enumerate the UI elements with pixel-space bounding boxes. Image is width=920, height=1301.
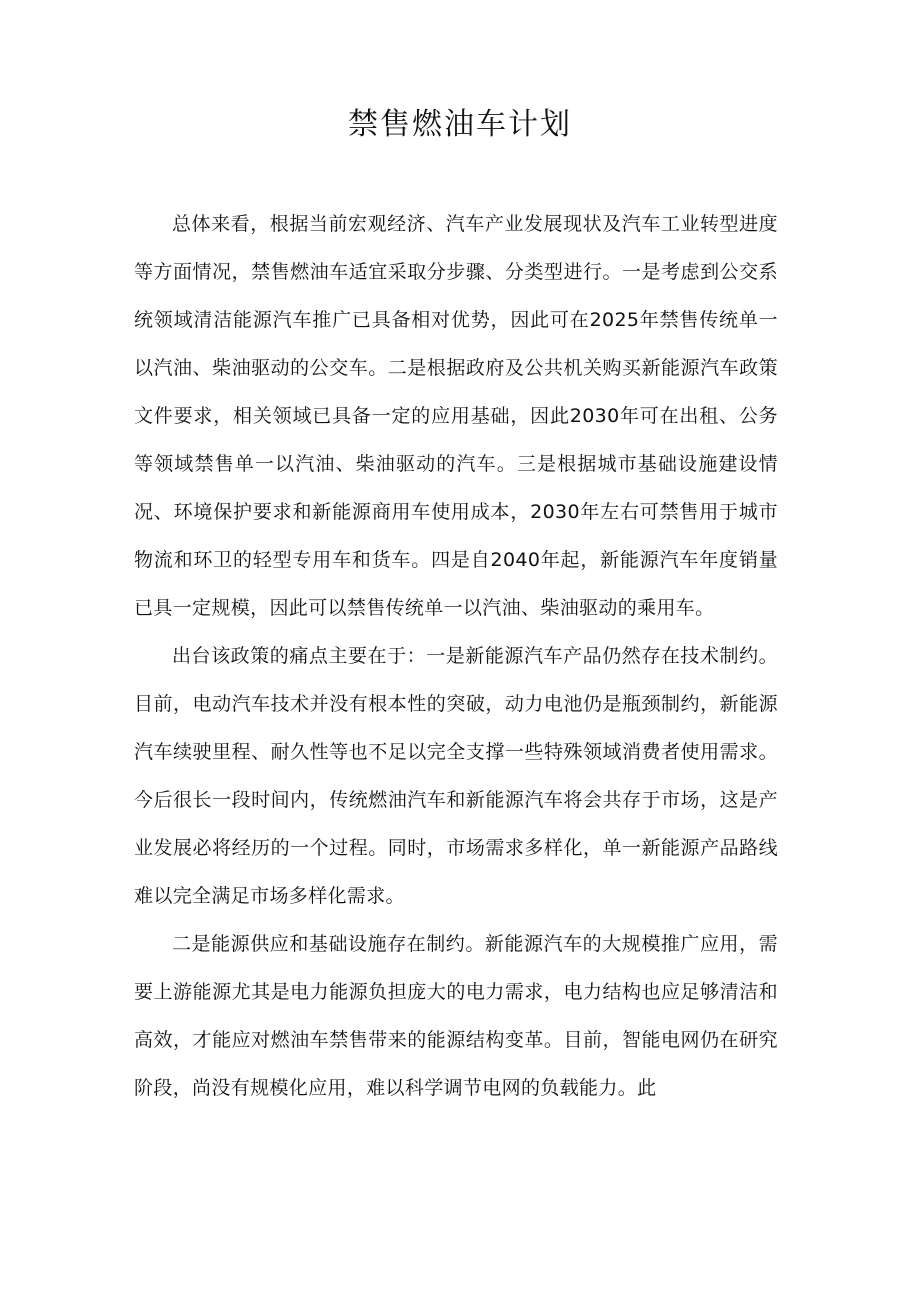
paragraph-3: 二是能源供应和基础设施存在制约。新能源汽车的大规模推广应用，需要上游能源尤其是电力能源负担庞大的电力需求，电力结构也应足够清洁和高效，才能应对燃油车禁售带来的能源结构变革。目前，智能电网仍在研究阶段，尚没有规模化应用，难以科学调节电网的负载能力。此 <box>134 933 778 1099</box>
paragraph-1: 总体来看，根据当前宏观经济、汽车产业发展现状及汽车工业转型进度等方面情况，禁售燃油车适宜采取分步骤、分类型进行。一是考虑到公交系统领域清洁能源汽车推广已具备相对优势，因此可在2025年禁售传统单一以汽油、柴油驱动的公交车。二是根据政府及公共机关购买新能源汽车政策文件要求，相关领域已具备一定的应用基础，因此2030年可在出租、公务等领域禁售单一以汽油、柴油驱动的汽车。三是根据城市基础设施建设情况、环境保护要求和新能源商用车使用成本，2030年左右可禁售用于城市物流和环卫的轻型专用车和货车。四是自2040年起，新能源汽车年度销量已具一定规模，因此可以禁售传统单一以汽油、柴油驱动的乘用车。 <box>134 213 778 619</box>
document-body <box>134 200 778 1112</box>
paragraph-2: 出台该政策的痛点主要在于：一是新能源汽车产品仍然存在技术制约。目前，电动汽车技术并没有根本性的突破，动力电池仍是瓶颈制约，新能源汽车续驶里程、耐久性等也不足以完全支撑一些特殊领域消费者使用需求。今后很长一段时间内，传统燃油汽车和新能源汽车将会共存于市场，这是产业发展必将经历的一个过程。同时，市场需求多样化，单一新能源产品路线难以完全满足市场多样化需求。 <box>134 645 778 907</box>
document-title: 禁售燃油车计划 <box>348 107 572 142</box>
